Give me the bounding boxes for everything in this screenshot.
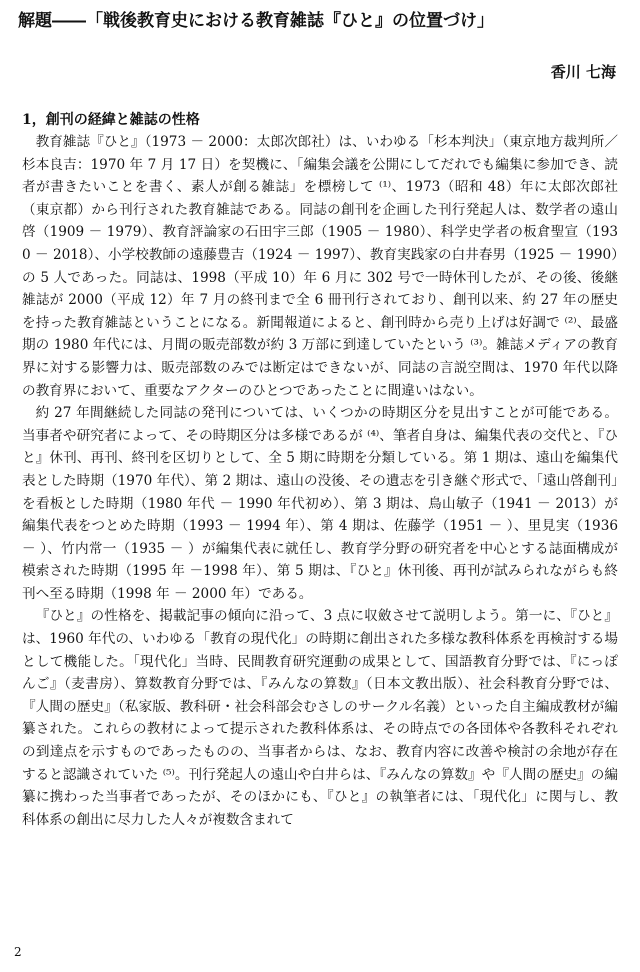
page-number: 2 bbox=[14, 945, 22, 959]
body-text bbox=[22, 131, 618, 831]
section-heading: 1，創刊の経緯と雑誌の性格 bbox=[22, 112, 200, 128]
author-name: 香川 七海 bbox=[550, 63, 616, 81]
paragraph-3: 『ひと』の性格を、掲載記事の傾向に沿って、3 点に収斂させて説明しよう。第一に、『ひと』は、1960 年代の、いわゆる「教育の現代化」の時期に創出された多様な教科体系を再検討する場として機能した。「現代化」当時、民間教育研究運動の成果として、国語教育分野では、『にっぽんご』（麦書房）、算数教育分野では、『みんなの算数』（日本文教出版）、社会科教育分野では、『人間の歴史』（私家版、教科研・社会科部会むさしのサークル名義）といった自主編成教材が編纂された。これらの教材によって提示された教科体系は、その時点での各団体や各教科それぞれの到達点を示すものであったものの、当事者からは、なお、教育内容に改善や検討の余地が存在すると認識されていた ⁽⁵⁾。刊行発起人の遠山や白井らは、『みんなの算数』や『人間の歴史』の編纂に携わった当事者であったが、そのほかにも、『ひと』の執筆者には、「現代化」に関与し、教科体系の創出に尽力した人々が複数含まれて bbox=[22, 608, 618, 828]
paragraph-2: 約 27 年間継続した同誌の発刊については、いくつかの時期区分を見出すことが可能である。当事者や研究者によって、その時期区分は多様であるが ⁽⁴⁾、筆者自身は、編集代表の交代と、『ひと』休刊、再刊、終刊を区切りとして、全 5 期に時期を分類している。第 1 期は、遠山を編集代表とした時期（1970 年代）、第 2 期は、遠山の没後、その遺志を引き継ぐ形式で、「遠山啓創刊」を看板とした時期（1980 年代 － 1990 年代初め）、第 3 期は、鳥山敏子（1941 － 2013）が編集代表をつとめた時期（1993 － 1994 年）、第 4 期は、佐藤学（1951 － ）、里見実（1936 － ）、竹内常一（1935 － ）が編集代表に就任し、教育学分野の研究者を中心とする誌面構成が模索された時期（1995 年 －1998 年）、第 5 期は、『ひと』休刊後、再刊が試みられながらも終刊へ至る時期（1998 年 － 2000 年）である。 bbox=[22, 405, 618, 602]
article-title: 解題――「戦後教育史における教育雑誌『ひと』の位置づけ」 bbox=[18, 11, 494, 31]
paragraph-1: 教育雑誌『ひと』（1973 － 2000：太郎次郎社）は、いわゆる「杉本判決」（東京地方裁判所／杉本良吉：1970 年 7 月 17 日）を契機に、「編集会議を公開にしてだれでも編集に参加でき、読者が書きたいことを書く、素人が創る雑誌」を標榜して ⁽¹⁾、1973（昭和 48）年に太郎次郎社（東京都）から刊行された教育雑誌である。同誌の創刊を企画した刊行発起人は、数学者の遠山啓（1909 － 1979）、教育評論家の石田宇三郎（1905 － 1980）、科学史学者の板倉聖宣（1930 － 2018）、小学校教師の遠藤豊吉（1924 － 1997）、教育実践家の白井春男（1925 － 1990）の 5 人であった。同誌は、1998（平成 10）年 6 月に 302 号で一時休刊したが、その後、後継雑誌が 2000（平成 12）年 7 月の終刊まで全 6 冊刊行されており、創刊以来、約 27 年の歴史を持った教育雑誌ということになる。新聞報道によると、創刊時から売り上げは好調で ⁽²⁾、最盛期の 1980 年代には、月間の販売部数が約 3 万部に到達していたという ⁽³⁾。雑誌メディアの教育界に対する影響力は、販売部数のみでは断定はできないが、同誌の言説空間は、1970 年代以降の教育界において、重要なアクターのひとつであったことに間違いはない。 bbox=[22, 134, 618, 399]
